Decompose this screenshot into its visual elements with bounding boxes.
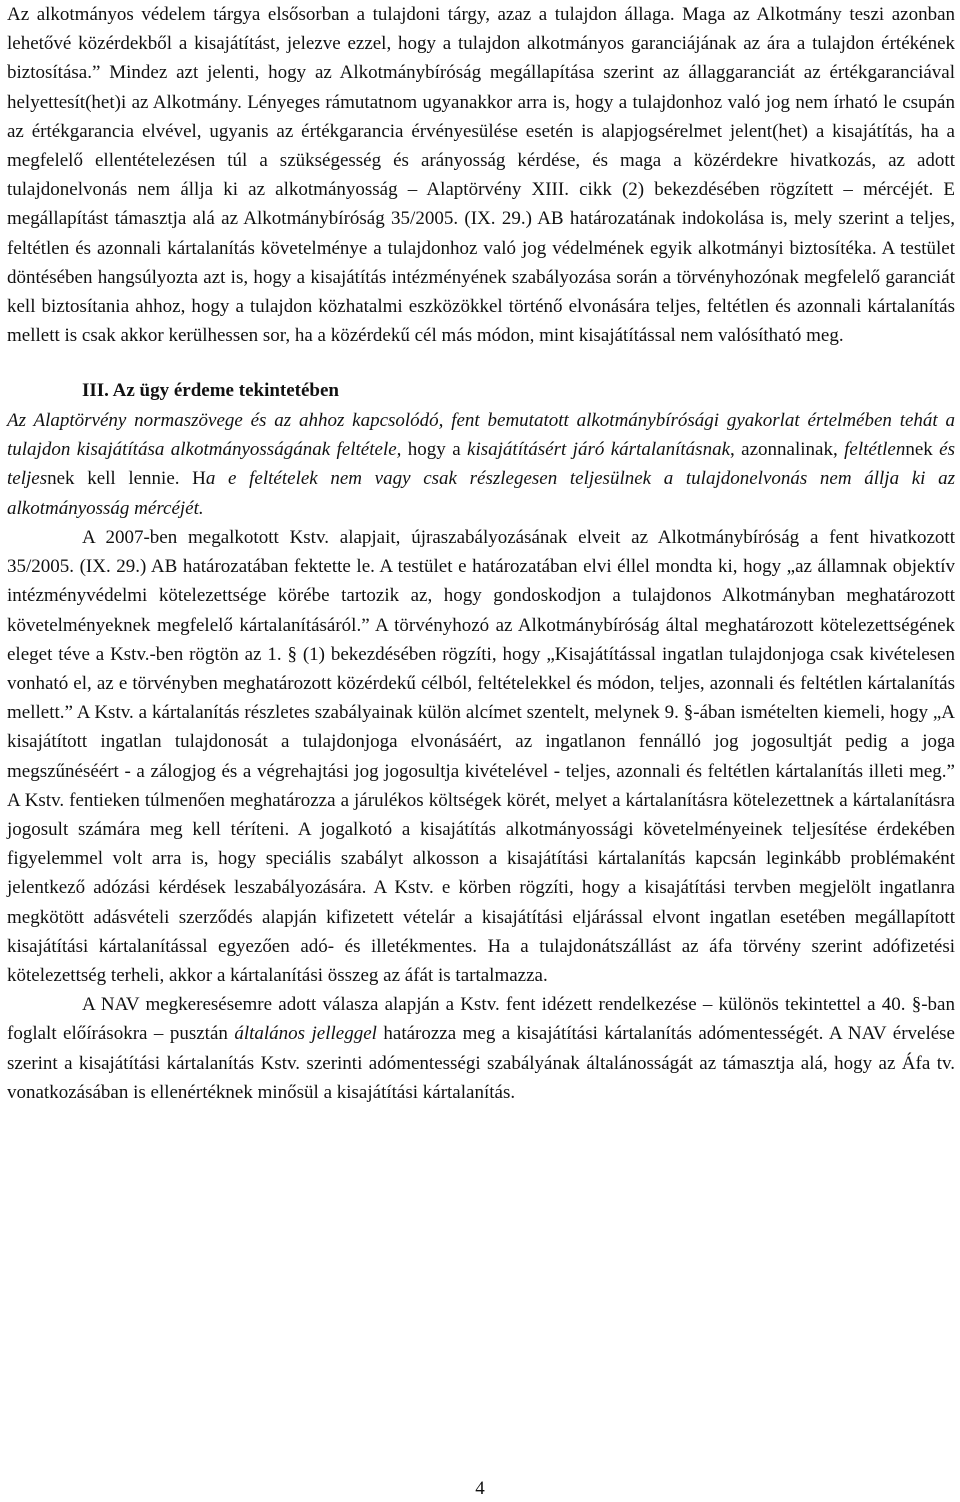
- paragraph-text: határozza meg a kisajátítási kártalanítás adómentességét. A NAV érvelése szerint a kisajátítási kártalanítás Kstv. szerinti adómentességi szabályának általánosságát az támasztja alá, hogy az Áfa tv. vonatkozásában is ellenértéknek minősül a kisajátítási kártalanítás.: [7, 1023, 955, 1103]
- section-title: Az ügy érdeme tekintetében: [108, 380, 339, 402]
- paragraph: [7, 990, 955, 1107]
- section-heading: [7, 376, 955, 522]
- page-number: 4: [475, 1478, 485, 1499]
- paragraph: [7, 0, 955, 350]
- italic-text: feltétlen: [844, 439, 906, 461]
- paragraph-text: nek: [905, 439, 940, 461]
- italic-text: általános jelleggel: [234, 1023, 377, 1045]
- section-number: III.: [82, 380, 109, 402]
- italic-text: és teljes: [7, 439, 955, 490]
- italic-text: Az Alaptörvény normaszövege és az ahhoz kapcsolódó, fent bemutatott alkotmánybírósági gyakorlat értelmében tehát a tulajdon kisajátítása alkotmányosságának feltétele,: [7, 409, 955, 461]
- paragraph-text: Az alkotmányos védelem tárgya elsősorban a tulajdoni tárgy, azaz a tulajdon állaga. Maga az Alkotmány teszi azonban lehetővé közérdekből a kisajátítást, jelezve ezzel, hogy a tulajdon alkotmányos garanciájának az ára a tulajdon értékének biztosítása.” Mindez azt jelenti, hogy az Alkotmánybíróság megállapítása szerint az állaggaranciát az értékgaranciával helyettesít(het)i az Alkotmány. Lényeges rámutatnom ugyanakkor arra is, hogy a tulajdonhoz való jog nem írható le csupán az értékgarancia elvével, ugyanis az értékgarancia érvényesülése esetén is alapjogsérelmet jelent(het) a kisajátítás, ha a megfelelő ellentételezésen túl a szükségesség és arányosság kérdése, és maga a közérdekre hivatkozás, az adott tulajdonelvonás nem állja ki az alkotmányosság – Alaptörvény XIII. cikk (2) bekezdésében rögzített – mércéjét. E megállapítást támasztja alá az Alkotmánybíróság 35/2005. (IX. 29.) AB határozatának indokolása is, mely szerint a teljes, feltétlen és azonnali kártalanítás követelménye a tulajdonhoz való jog védelmének egyik alkotmányi biztosítéka. A testület döntésében hangsúlyozta azt is, hogy a kisajátítás intézményének szabályozása során a törvényhozónak megfelelő garanciát kell biztosítania ahhoz, hogy a tulajdon közhatalmi eszközökkel történő elvonására teljes, feltétlen és azonnali kártalanítás mellett is csak akkor kerülhessen sor, ha a közérdekű cél más módon, mint kisajátítással nem valósítható meg.: [7, 4, 955, 347]
- document-page: [7, 0, 955, 1107]
- paragraph-text: nek kell lennie. H: [47, 468, 206, 490]
- italic-text: kisajátításért járó kártalanításnak: [467, 439, 731, 461]
- paragraph-text: A NAV megkeresésemre adott válasza alapján a Kstv. fent idézett rendelkezése – különös tekintettel a 40. §-ban foglalt előírásokra – pusztán: [7, 994, 955, 1045]
- paragraph-text: A 2007-ben megalkotott Kstv. alapjait, újraszabályozásának elveit az Alkotmánybíróság a fent hivatkozott 35/2005. (IX. 29.) AB határozatában fektette le. A testület e határozatában elvi éllel mondta ki, hogy „az államnak objektív intézményvédelmi kötelezettsége körébe tartozik az, hogy gondoskodjon a tulajdonos Alkotmányban meghatározott követelményeknek megfelelő kártalanításáról.” A törvényhozó az Alkotmánybíróság által meghatározott kötelezettségének eleget téve a Kstv.-ben rögtön az 1. § (1) bekezdésében rögzíti, hogy „Kisajátítással ingatlan tulajdonjoga csak kivételesen vonható el, az e törvényben meghatározott közérdekű célból, feltételekkel és módon, teljes, azonnali és feltétlen kártalanítás mellett.” A Kstv. a kártalanítás részletes szabályainak külön alcímet szentelt, melynek 9. §-ában ismételten kiemeli, hogy „A kisajátított ingatlan tulajdonosát a tulajdonjoga elvonásáért, az ingatlanon fennálló jog jogosultját pedig a joga megszűnéséért - a zálogjog és a végrehajtási jog jogosultja kivételével - teljes, azonnali és feltétlen kártalanítás illeti meg.” A Kstv. fentieken túlmenően meghatározza a járulékos költségek körét, melyet a kártalanításra kötelezettnek a kártalanításra jogosult számára meg kell téríteni. A jogalkotó a kisajátítás alkotmányossági követelményeinek teljesítése érdekében figyelemmel volt arra is, hogy speciális szabályt alkosson a kisajátítási kártalanítás kapcsán leginkább problémaként jelentkező adózási kérdések leszabályozására. A Kstv. e körben rögzíti, hogy a kisajátítási tervben megjelölt ingatlanra megkötött adásvételi szerződés alapján kifizetett vételár a kisajátítási eljárással elvont ingatlan esetében megállapított kisajátítási kártalanítással egyezően adó- és illetékmentes. Ha a tulajdonátszállást az áfa törvény szerint adófizetési kötelezettség terheli, akkor a kártalanítási összeg az áfát is tartalmazza.: [7, 526, 955, 986]
- paragraph-text: hogy a: [401, 439, 468, 461]
- paragraph: [7, 523, 955, 990]
- italic-text: a e feltételek nem vagy csak részlegesen teljesülnek a tulajdonelvonás nem állja ki az alkotmányosság mércéjét.: [7, 468, 955, 519]
- paragraph-text: , azonnalinak,: [730, 439, 845, 461]
